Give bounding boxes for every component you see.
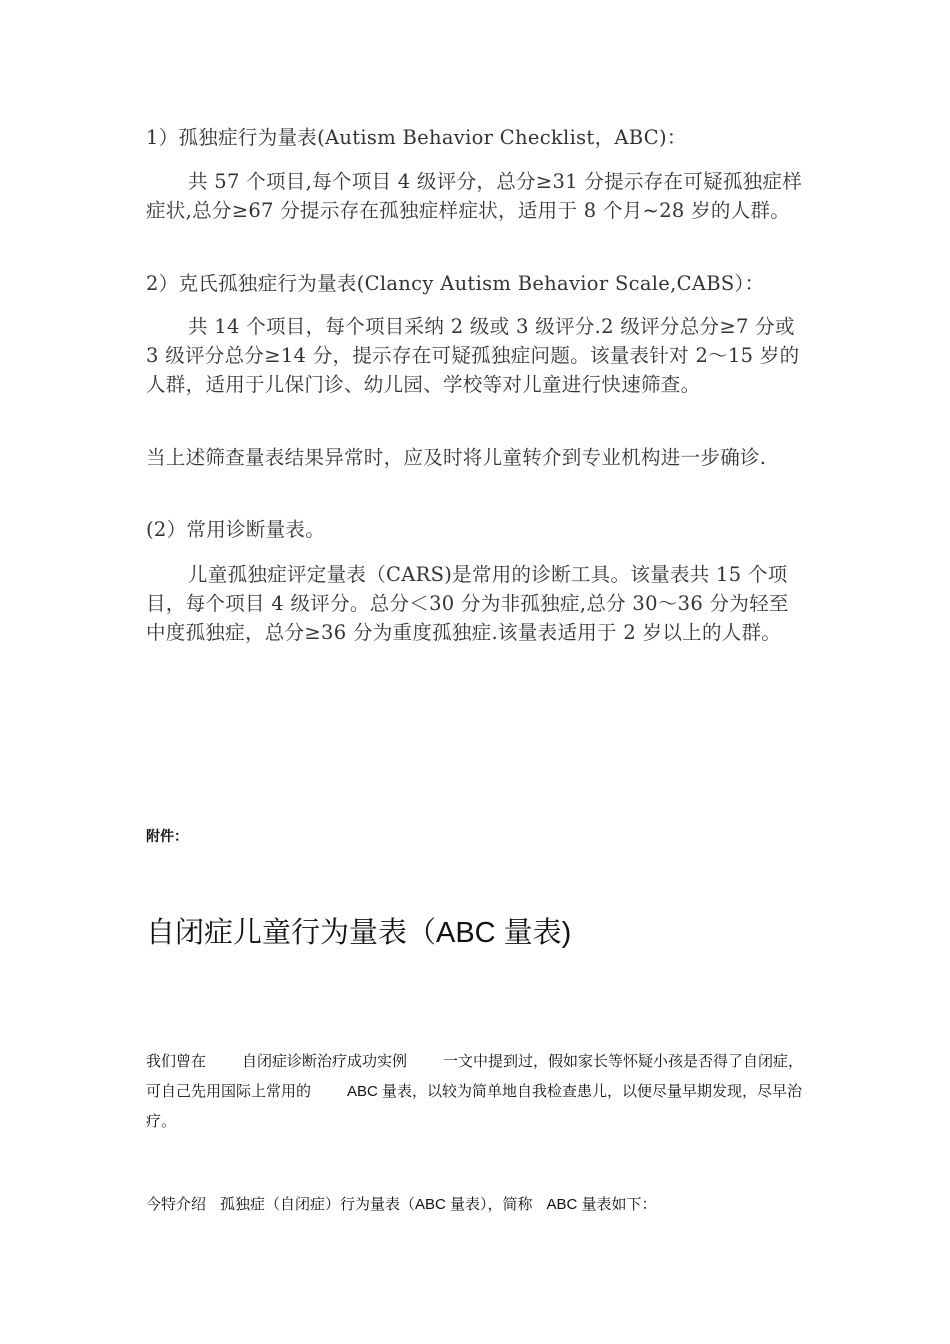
appendix-label: 附件： — [146, 828, 188, 844]
closing-text-1: 今特介绍 — [146, 1196, 207, 1213]
section-2-body: 共 14 个项目，每个项目采纳 2 级或 3 级评分.2 级评分总分≥7 分或 3 级评分总分≥14 分，提示存在可疑孤独症问题。该量表针对 2～15 岁的人群，适用于儿保门诊、幼儿园、学校等对儿童进行快速筛查。 — [146, 315, 800, 396]
section-1-heading: 1）孤独症行为量表(Autism Behavior Checklist，ABC)： — [146, 126, 687, 149]
section-2-heading: 2）克氏孤独症行为量表(Clancy Autism Behavior Scale,CABS）： — [146, 272, 765, 295]
intro-referenced-article: 自闭症诊断治疗成功实例 — [242, 1053, 408, 1070]
intro-text-3: ABC 量表，以较为简单地自我检查患儿，以便尽量早期发现，尽早治疗。 — [146, 1083, 803, 1130]
intro-text-1: 我们曾在 — [146, 1053, 207, 1070]
section-3-body: 儿童孤独症评定量表（CARS)是常用的诊断工具。该量表共 15 个项目，每个项目 4 级评分。总分＜30 分为非孤独症,总分 30～36 分为轻至中度孤独症，总分≥36 分为重度孤独症.该量表适用于 2 岁以上的人群。 — [146, 563, 789, 644]
appendix-intro — [146, 1047, 808, 1137]
closing-text-3: ABC 量表如下： — [546, 1196, 657, 1213]
section-1-body: 共 57 个项目,每个项目 4 级评分，总分≥31 分提示存在可疑孤独症样症状,总分≥67 分提示存在孤独症样症状，适用于 8 个月~28 岁的人群。 — [146, 170, 803, 222]
appendix-closing — [146, 1190, 808, 1220]
closing-text-2: 孤独症（自闭症）行为量表（ABC 量表），简称 — [220, 1196, 533, 1213]
intro-text-2: 一文中提到过，假如家长等怀疑小孩是否得了自闭症，可自己先用国际上常用的 — [146, 1053, 804, 1100]
appendix-title: 自闭症儿童行为量表（ABC 量表) — [146, 917, 572, 949]
section-3-heading: (2）常用诊断量表。 — [146, 518, 326, 541]
referral-note: 当上述筛查量表结果异常时，应及时将儿童转介到专业机构进一步确诊. — [146, 446, 767, 469]
